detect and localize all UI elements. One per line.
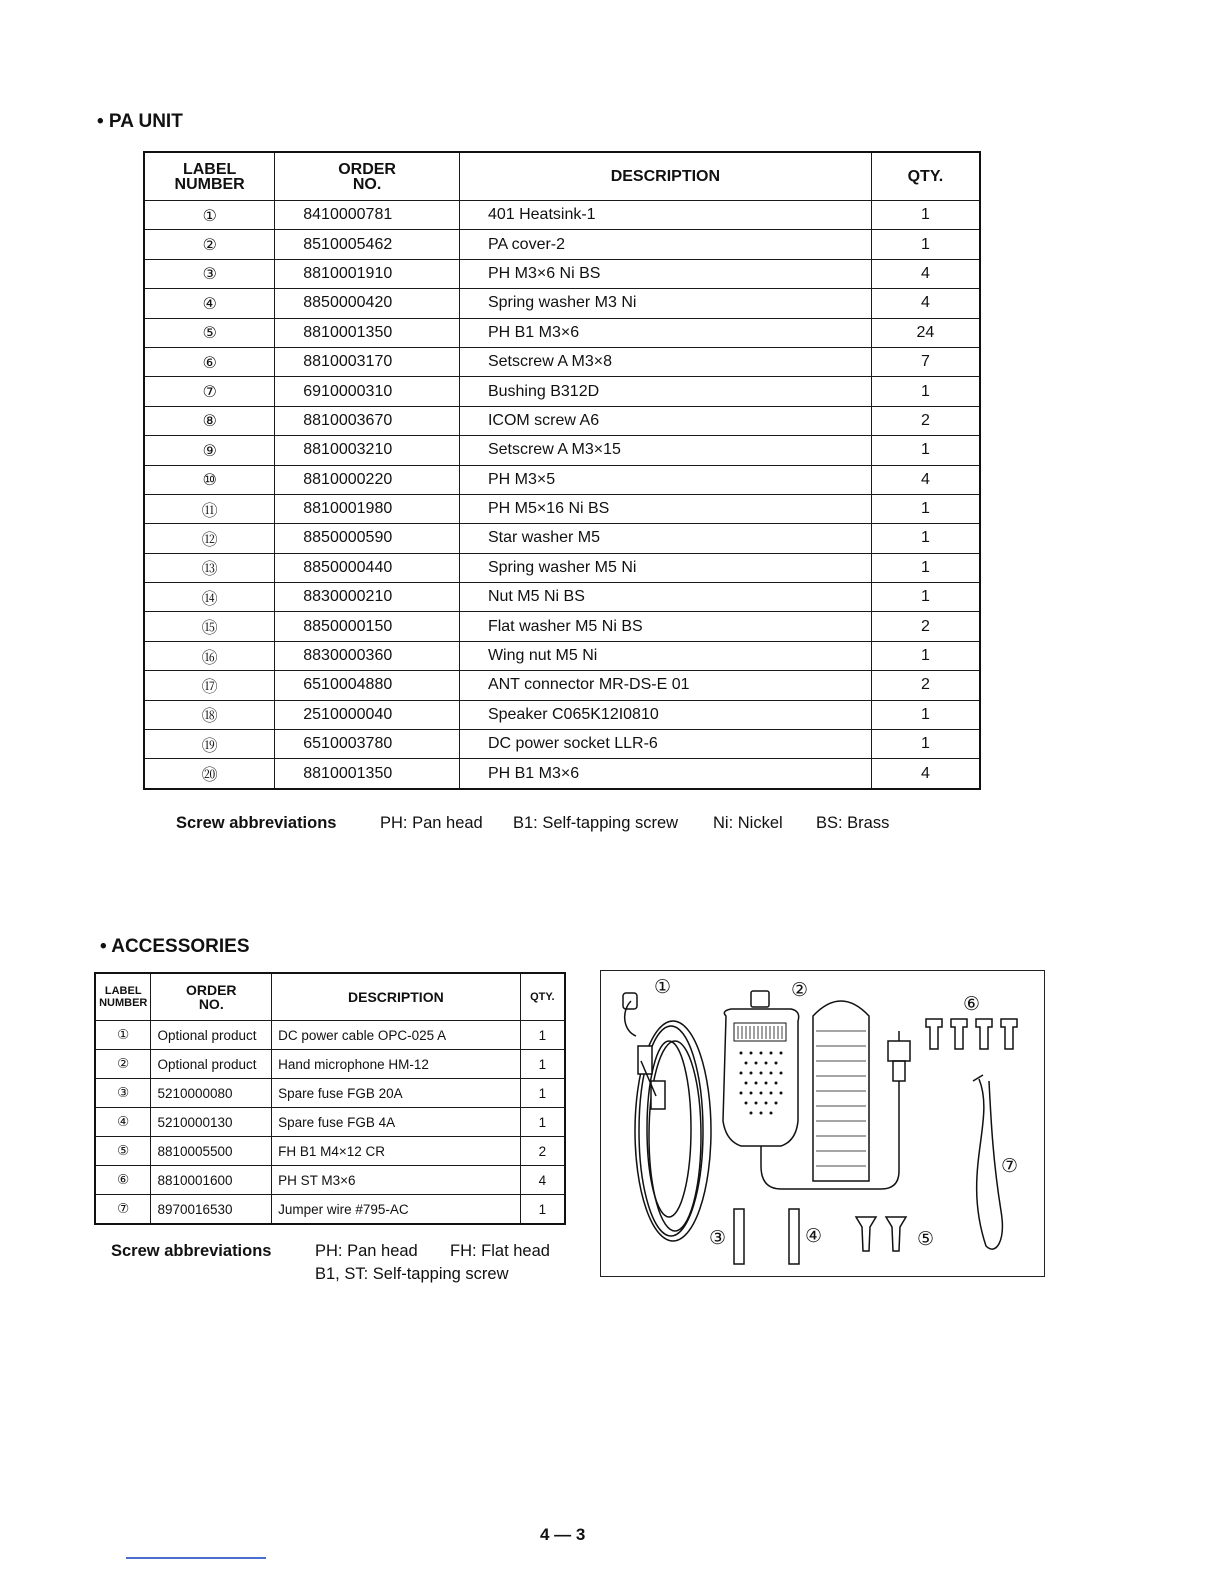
- quantity-cell: 4: [871, 289, 980, 318]
- description-cell: DC power cable OPC-025 A: [272, 1021, 521, 1050]
- order-number-cell: 8810001980: [275, 494, 460, 523]
- label-number-cell: ③: [95, 1079, 151, 1108]
- description-cell: Wing nut M5 Ni: [459, 641, 871, 670]
- label-number-cell: ⑧: [144, 406, 275, 435]
- quantity-cell: 24: [871, 318, 980, 347]
- order-number-cell: 8810001910: [275, 259, 460, 288]
- description-cell: Setscrew A M3×8: [459, 347, 871, 376]
- label-number-cell: ⑩: [144, 465, 275, 494]
- quantity-cell: 4: [520, 1166, 565, 1195]
- label-number-cell: ③: [144, 259, 275, 288]
- abbreviation-item: B1, ST: Self-tapping screw: [315, 1265, 509, 1283]
- description-header: DESCRIPTION: [272, 973, 521, 1021]
- accessories-illustration: [600, 970, 1045, 1277]
- order-number-cell: 8810001350: [275, 318, 460, 347]
- order-number-cell: 8850000590: [275, 524, 460, 553]
- description-cell: FH B1 M4×12 CR: [272, 1137, 521, 1166]
- screws-ph-st-drawing: [926, 1019, 1017, 1049]
- order-number-cell: 8510005462: [275, 230, 460, 259]
- label-number-cell: ②: [144, 230, 275, 259]
- accessories-screw-abbreviations: [111, 1242, 550, 1283]
- quantity-cell: 4: [871, 259, 980, 288]
- description-cell: ANT connector MR-DS-E 01: [459, 671, 871, 700]
- quantity-cell: 1: [871, 641, 980, 670]
- description-cell: Spare fuse FGB 20A: [272, 1079, 521, 1108]
- quantity-cell: 1: [871, 436, 980, 465]
- table-row: [144, 553, 980, 582]
- table-row: [144, 289, 980, 318]
- quantity-cell: 7: [871, 347, 980, 376]
- table-row: [144, 671, 980, 700]
- order-number-cell: 8810003170: [275, 347, 460, 376]
- callout-4: ④: [805, 1225, 823, 1247]
- label-number-cell: ⑪: [144, 494, 275, 523]
- order-number-cell: 8830000210: [275, 583, 460, 612]
- label-number-cell: ①: [95, 1021, 151, 1050]
- quantity-cell: 1: [520, 1108, 565, 1137]
- footer-rule: [126, 1557, 266, 1559]
- pa-unit-parts-table: [143, 151, 981, 790]
- quantity-cell: 4: [871, 759, 980, 789]
- description-cell: DC power socket LLR-6: [459, 730, 871, 759]
- dc-power-cable-drawing: [623, 993, 711, 1241]
- description-cell: Nut M5 Ni BS: [459, 583, 871, 612]
- quantity-cell: 1: [871, 524, 980, 553]
- order-number-cell: 8850000150: [275, 612, 460, 641]
- description-cell: Spring washer M3 Ni: [459, 289, 871, 318]
- table-row: [144, 347, 980, 376]
- order-number-cell: 8850000440: [275, 553, 460, 582]
- jumper-wire-drawing: [973, 1075, 1002, 1249]
- quantity-cell: 1: [520, 1195, 565, 1225]
- table-row: [95, 1079, 565, 1108]
- description-cell: Spring washer M5 Ni: [459, 553, 871, 582]
- table-row: [144, 700, 980, 729]
- abbreviation-item: FH: Flat head: [450, 1242, 550, 1260]
- label-number-cell: ⑫: [144, 524, 275, 553]
- table-row: [95, 1021, 565, 1050]
- table-row: [95, 1166, 565, 1195]
- label-number-cell: ⑰: [144, 671, 275, 700]
- order-number-cell: 8830000360: [275, 641, 460, 670]
- quantity-cell: 1: [871, 494, 980, 523]
- description-cell: Star washer M5: [459, 524, 871, 553]
- order-number-cell: 8810005500: [151, 1137, 272, 1166]
- accessories-drawing: [601, 971, 1044, 1276]
- accessories-title: • ACCESSORIES: [100, 936, 250, 957]
- quantity-cell: 4: [871, 465, 980, 494]
- order-number-cell: Optional product: [151, 1050, 272, 1079]
- label-number-cell: ⑯: [144, 641, 275, 670]
- quantity-cell: 2: [871, 612, 980, 641]
- callout-7: ⑦: [1001, 1155, 1019, 1177]
- label-number-cell: ⑨: [144, 436, 275, 465]
- table-row: [144, 230, 980, 259]
- label-number-header: LABEL NUMBER: [95, 973, 151, 1021]
- label-number-cell: ④: [95, 1108, 151, 1137]
- table-row: [144, 436, 980, 465]
- table-row: [144, 259, 980, 288]
- label-number-cell: ⑳: [144, 759, 275, 789]
- description-cell: Bushing B312D: [459, 377, 871, 406]
- table-row: [144, 730, 980, 759]
- description-cell: PH B1 M3×6: [459, 318, 871, 347]
- label-number-cell: ⑦: [95, 1195, 151, 1225]
- label-number-header: LABEL NUMBER: [144, 152, 275, 201]
- quantity-cell: 2: [871, 671, 980, 700]
- order-number-cell: 8810003670: [275, 406, 460, 435]
- abbreviation-item: Ni: Nickel: [713, 814, 783, 832]
- table-row: [144, 641, 980, 670]
- description-cell: PH M5×16 Ni BS: [459, 494, 871, 523]
- pa-unit-title: • PA UNIT: [97, 111, 183, 132]
- order-number-cell: 8810001600: [151, 1166, 272, 1195]
- abbreviation-item: PH: Pan head: [315, 1242, 418, 1260]
- qty-header: QTY.: [871, 152, 980, 201]
- label-number-cell: ⑲: [144, 730, 275, 759]
- order-number-cell: 6510003780: [275, 730, 460, 759]
- label-number-cell: ⑮: [144, 612, 275, 641]
- description-cell: Jumper wire #795-AC: [272, 1195, 521, 1225]
- table-row: [144, 759, 980, 789]
- description-cell: PH M3×6 Ni BS: [459, 259, 871, 288]
- callout-6: ⑥: [963, 993, 981, 1015]
- order-number-cell: 8810000220: [275, 465, 460, 494]
- quantity-cell: 1: [871, 730, 980, 759]
- label-number-cell: ②: [95, 1050, 151, 1079]
- label-number-cell: ⑦: [144, 377, 275, 406]
- order-no-header: ORDER NO.: [275, 152, 460, 201]
- order-number-cell: 5210000130: [151, 1108, 272, 1137]
- quantity-cell: 1: [520, 1079, 565, 1108]
- table-row: [95, 1108, 565, 1137]
- label-number-cell: ⑥: [95, 1166, 151, 1195]
- pa-screw-abbreviations: [176, 814, 890, 833]
- hand-microphone-drawing: [723, 991, 910, 1189]
- order-number-cell: 5210000080: [151, 1079, 272, 1108]
- table-row: [144, 524, 980, 553]
- description-cell: Spare fuse FGB 4A: [272, 1108, 521, 1137]
- label-number-cell: ⑤: [95, 1137, 151, 1166]
- order-number-cell: 8810003210: [275, 436, 460, 465]
- quantity-cell: 1: [871, 377, 980, 406]
- spare-fuses-drawing: [734, 1209, 799, 1264]
- label-number-cell: ①: [144, 201, 275, 230]
- quantity-cell: 1: [871, 583, 980, 612]
- table-row: [95, 1137, 565, 1166]
- order-no-header: ORDER NO.: [151, 973, 272, 1021]
- description-cell: 401 Heatsink-1: [459, 201, 871, 230]
- label-number-cell: ⑱: [144, 700, 275, 729]
- callout-1: ①: [654, 976, 672, 998]
- abbreviations-heading: Screw abbreviations: [176, 814, 337, 832]
- callout-5: ⑤: [917, 1228, 935, 1250]
- quantity-cell: 1: [520, 1050, 565, 1079]
- description-cell: Hand microphone HM-12: [272, 1050, 521, 1079]
- label-number-cell: ⑥: [144, 347, 275, 376]
- description-cell: PA cover-2: [459, 230, 871, 259]
- order-number-cell: 8810001350: [275, 759, 460, 789]
- description-cell: Speaker C065K12I0810: [459, 700, 871, 729]
- page-number: 4 — 3: [540, 1525, 586, 1544]
- qty-header: QTY.: [520, 973, 565, 1021]
- description-cell: PH M3×5: [459, 465, 871, 494]
- label-number-cell: ⑬: [144, 553, 275, 582]
- description-header: DESCRIPTION: [459, 152, 871, 201]
- quantity-cell: 2: [520, 1137, 565, 1166]
- description-cell: ICOM screw A6: [459, 406, 871, 435]
- order-number-cell: Optional product: [151, 1021, 272, 1050]
- table-row: [95, 1050, 565, 1079]
- order-number-cell: 8410000781: [275, 201, 460, 230]
- label-number-cell: ⑤: [144, 318, 275, 347]
- table-row: [144, 583, 980, 612]
- order-number-cell: 6910000310: [275, 377, 460, 406]
- quantity-cell: 1: [871, 230, 980, 259]
- table-row: [144, 612, 980, 641]
- abbreviation-item: BS: Brass: [816, 814, 890, 832]
- abbreviations-heading: Screw abbreviations: [111, 1242, 272, 1260]
- table-header-row: [144, 152, 980, 201]
- quantity-cell: 1: [871, 201, 980, 230]
- order-number-cell: 6510004880: [275, 671, 460, 700]
- description-cell: Setscrew A M3×15: [459, 436, 871, 465]
- table-row: [144, 318, 980, 347]
- quantity-cell: 1: [871, 700, 980, 729]
- description-cell: Flat washer M5 Ni BS: [459, 612, 871, 641]
- label-number-cell: ⑭: [144, 583, 275, 612]
- order-number-cell: 8970016530: [151, 1195, 272, 1225]
- order-number-cell: 8850000420: [275, 289, 460, 318]
- description-cell: PH ST M3×6: [272, 1166, 521, 1195]
- table-header-row: [95, 973, 565, 1021]
- quantity-cell: 1: [520, 1021, 565, 1050]
- abbreviation-item: B1: Self-tapping screw: [513, 814, 679, 832]
- table-row: [144, 201, 980, 230]
- callout-2: ②: [791, 979, 809, 1001]
- quantity-cell: 2: [871, 406, 980, 435]
- order-number-cell: 2510000040: [275, 700, 460, 729]
- table-row: [144, 406, 980, 435]
- quantity-cell: 1: [871, 553, 980, 582]
- label-number-cell: ④: [144, 289, 275, 318]
- table-row: [144, 377, 980, 406]
- accessories-parts-table: [94, 972, 566, 1225]
- abbreviation-item: PH: Pan head: [380, 814, 483, 832]
- table-row: [144, 494, 980, 523]
- fh-screws-drawing: [856, 1217, 906, 1251]
- callout-3: ③: [709, 1227, 727, 1249]
- table-row: [95, 1195, 565, 1225]
- description-cell: PH B1 M3×6: [459, 759, 871, 789]
- table-row: [144, 465, 980, 494]
